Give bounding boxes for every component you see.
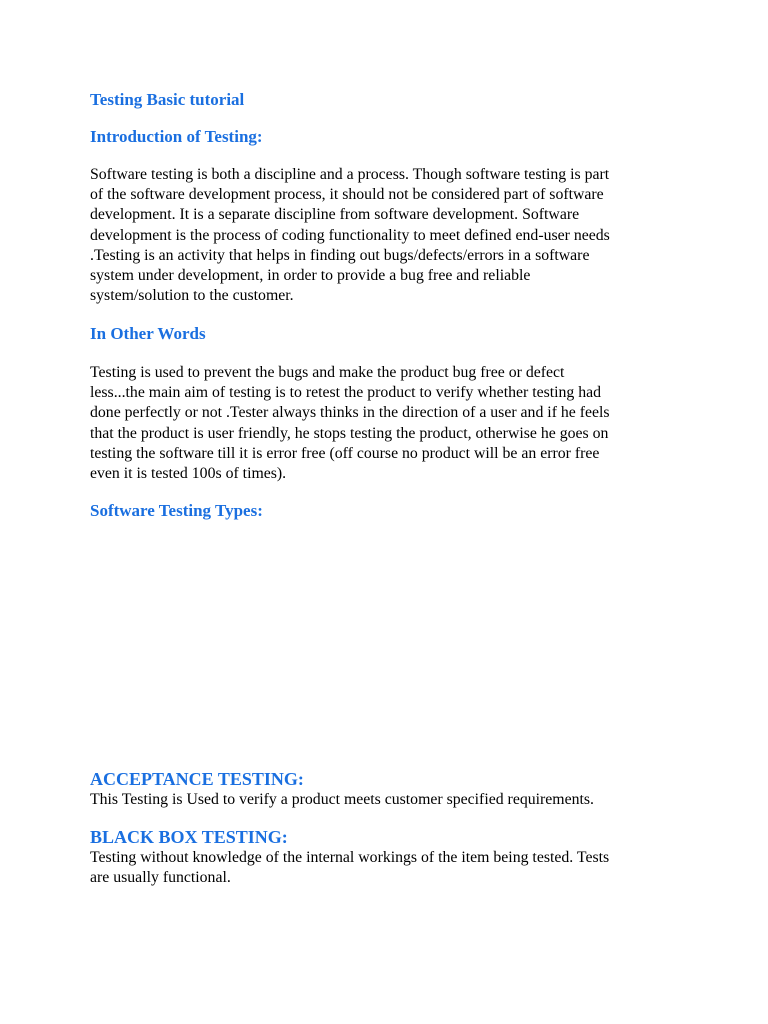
- other-words-paragraph: [90, 363, 680, 484]
- intro-line: development. It is a separate discipline from software development. Software: [90, 206, 580, 224]
- intro-paragraph: [90, 165, 680, 306]
- intro-line: system/solution to the customer.: [90, 287, 294, 305]
- intro-line: .Testing is an activity that helps in finding out bugs/defects/errors in a software: [90, 246, 590, 264]
- intro-line: development is the process of coding functionality to meet defined end-user needs: [90, 226, 610, 244]
- acceptance-testing-paragraph: [90, 790, 680, 810]
- other-words-line: even it is tested 100s of times).: [90, 465, 287, 483]
- acceptance-line: This Testing is Used to verify a product meets customer specified requirements.: [90, 791, 594, 808]
- other-words-line: done perfectly or not .Tester always thinks in the direction of a user and if he feels: [90, 404, 610, 422]
- other-words-heading: In Other Words: [90, 324, 206, 343]
- black-box-line: are usually functional.: [90, 869, 231, 887]
- testing-types-heading: Software Testing Types:: [90, 501, 263, 520]
- black-box-line: Testing without knowledge of the internal workings of the item being tested. Tests: [90, 849, 610, 866]
- intro-line: Software testing is both a discipline and a process. Though software testing is part: [90, 166, 610, 183]
- other-words-line: less...the main aim of testing is to retest the product to verify whether testing had: [90, 384, 602, 402]
- missing-figure-area: [90, 535, 680, 760]
- other-words-line: testing the software till it is error free (off course no product will be an error free: [90, 444, 600, 462]
- intro-line: of the software development process, it should not be considered part of software: [90, 186, 604, 204]
- intro-heading: Introduction of Testing:: [90, 127, 263, 146]
- other-words-line: Testing is used to prevent the bugs and make the product bug free or defect: [90, 364, 565, 381]
- intro-line: system under development, in order to provide a bug free and reliable: [90, 267, 531, 285]
- other-words-line: that the product is user friendly, he stops testing the product, otherwise he goes on: [90, 424, 609, 442]
- black-box-testing-paragraph: [90, 848, 680, 888]
- black-box-testing-heading: BLACK BOX TESTING:: [90, 827, 288, 847]
- document-title: Testing Basic tutorial: [90, 90, 245, 109]
- acceptance-testing-heading: ACCEPTANCE TESTING:: [90, 769, 304, 789]
